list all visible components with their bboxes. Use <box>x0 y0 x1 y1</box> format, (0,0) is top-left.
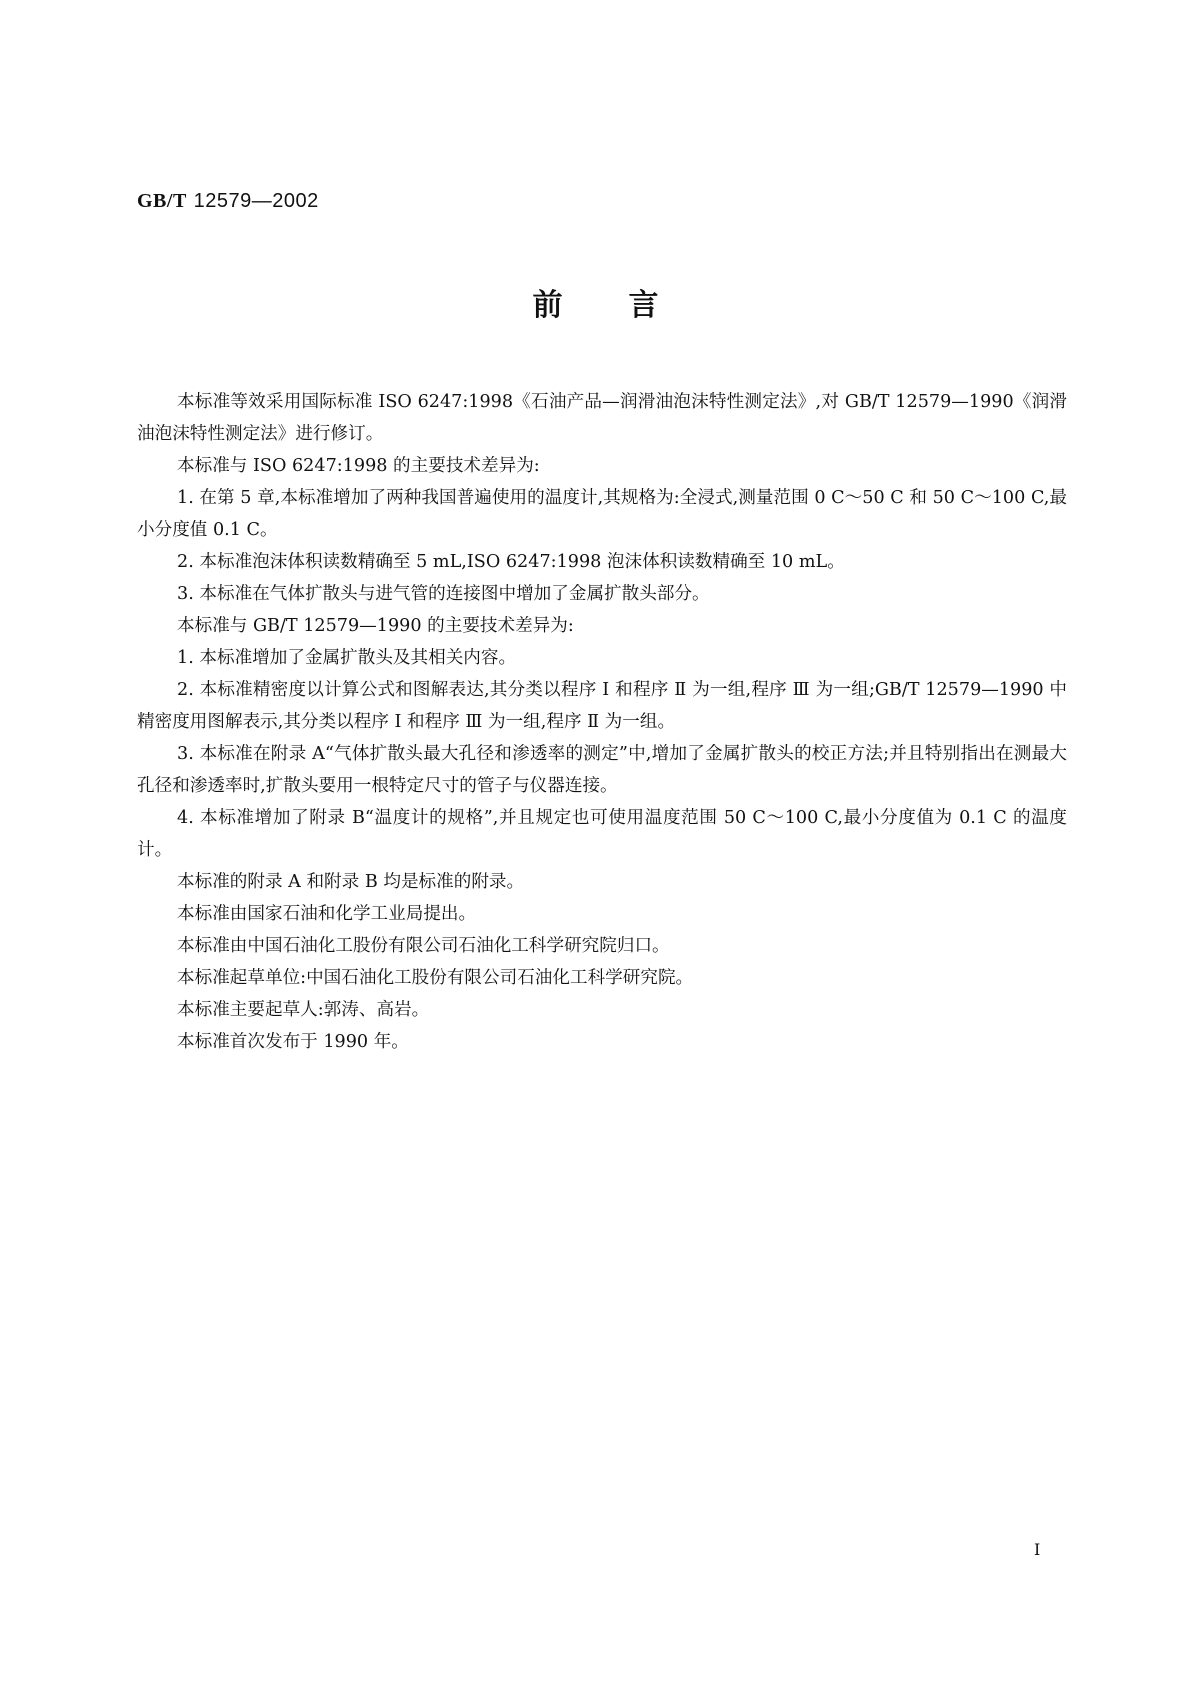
paragraph: 4. 本标准增加了附录 B“温度计的规格”,并且规定也可使用温度范围 50 C～100 C,最小分度值为 0.1 C 的温度计。 <box>137 808 1067 860</box>
paragraph: 3. 本标准在附录 A“气体扩散头最大孔径和渗透率的测定”中,增加了金属扩散头的校正方法;并且特别指出在测最大孔径和渗透率时,扩散头要用一根特定尺寸的管子与仪器连接。 <box>137 744 1067 796</box>
paragraph: 本标准主要起草人:郭涛、高岩。 <box>177 1000 430 1020</box>
page-title: 前言 <box>532 288 725 323</box>
standard-code-number: 12579—2002 <box>193 190 319 212</box>
paragraph: 2. 本标准泡沫体积读数精确至 5 mL,ISO 6247:1998 泡沫体积读数精确至 10 mL。 <box>177 552 845 572</box>
foreword-body <box>137 386 1067 1058</box>
paragraph: 本标准等效采用国际标准 ISO 6247:1998《石油产品—润滑油泡沫特性测定法》,对 GB/T 12579—1990《润滑油泡沫特性测定法》进行修订。 <box>137 392 1067 444</box>
standard-code <box>137 188 319 213</box>
paragraph: 本标准起草单位:中国石油化工股份有限公司石油化工科学研究院。 <box>177 968 694 988</box>
paragraph: 1. 本标准增加了金属扩散头及其相关内容。 <box>177 648 517 668</box>
paragraph: 1. 在第 5 章,本标准增加了两种我国普遍使用的温度计,其规格为:全浸式,测量范围 0 C～50 C 和 50 C～100 C,最小分度值 0.1 C。 <box>137 488 1067 540</box>
paragraph: 本标准首次发布于 1990 年。 <box>177 1032 409 1052</box>
paragraph: 本标准由中国石油化工股份有限公司石油化工科学研究院归口。 <box>177 936 670 956</box>
paragraph: 本标准与 GB/T 12579—1990 的主要技术差异为: <box>177 616 574 636</box>
paragraph: 3. 本标准在气体扩散头与进气管的连接图中增加了金属扩散头部分。 <box>177 584 710 604</box>
standard-code-prefix: GB/T <box>137 190 187 212</box>
paragraph: 2. 本标准精密度以计算公式和图解表达,其分类以程序 Ⅰ 和程序 Ⅱ 为一组,程序 Ⅲ 为一组;GB/T 12579—1990 中精密度用图解表示,其分类以程序 Ⅰ 和程序 Ⅲ 为一组,程序 Ⅱ 为一组。 <box>137 680 1067 732</box>
paragraph: 本标准的附录 A 和附录 B 均是标准的附录。 <box>177 872 525 892</box>
page-number: I <box>1034 1540 1041 1559</box>
paragraph: 本标准与 ISO 6247:1998 的主要技术差异为: <box>177 456 540 476</box>
paragraph: 本标准由国家石油和化学工业局提出。 <box>177 904 477 924</box>
